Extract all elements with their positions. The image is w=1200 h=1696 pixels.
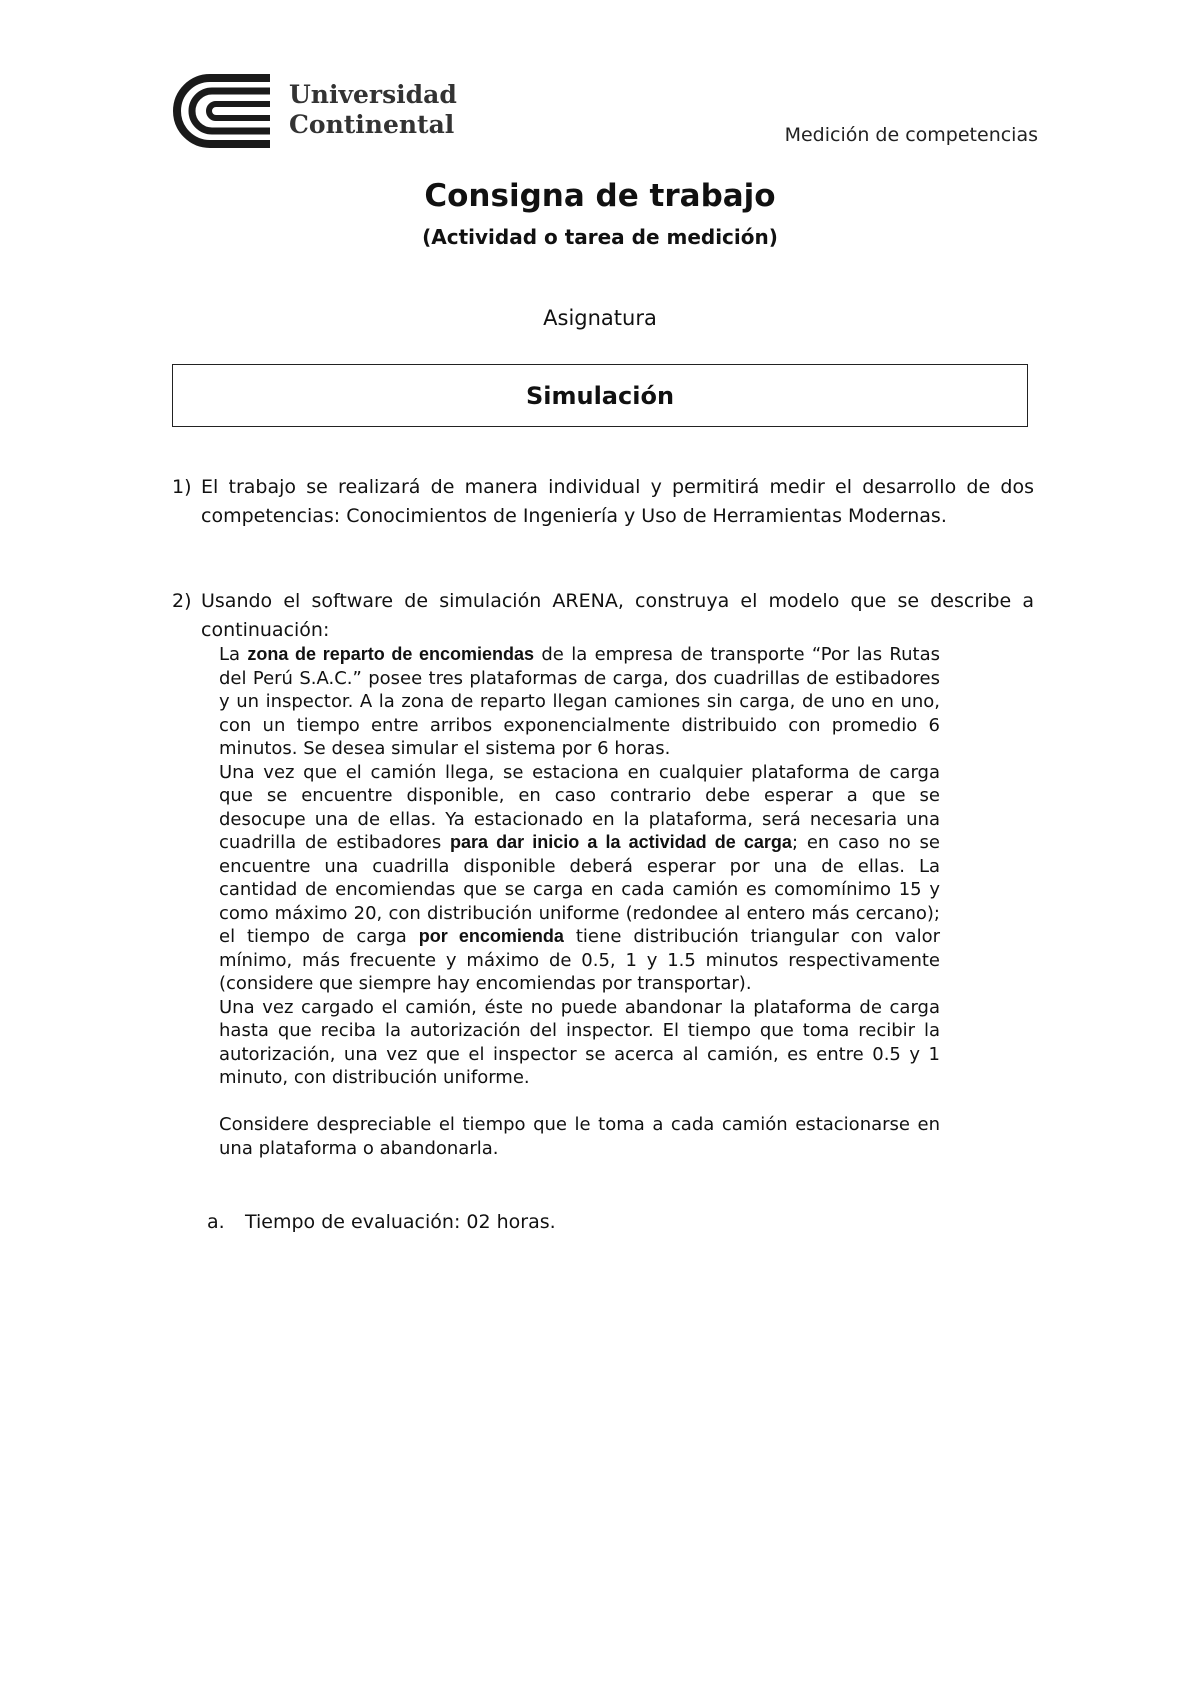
sub-list-letter: a.: [207, 1211, 225, 1233]
text-run: Una vez que el camión llega, se estaciona en cualquier plataforma de carga que se encuentre disponible, en caso contrario debe esperar a que se desocupe una de ellas. Ya estacionado en la plataforma, será necesaria una cuadrilla de estibadores: [219, 761, 940, 853]
list-item-text: Usando el software de simulación ARENA, construya el modelo que se describe a continuación:: [201, 590, 1034, 641]
list-item: [172, 587, 1034, 644]
asignatura-label: Asignatura: [543, 306, 657, 330]
sub-list-item: [207, 1208, 556, 1236]
list-item-number: 2): [172, 590, 192, 612]
bold-text: por encomienda: [418, 926, 564, 946]
course-name-box: [172, 364, 1028, 427]
paragraph-gap: [219, 1090, 940, 1114]
bold-text: para dar inicio a la actividad de carga: [450, 832, 792, 852]
list-item: [172, 473, 1034, 530]
logo-wordmark: [289, 80, 457, 140]
universidad-continental-logo-icon: [172, 74, 272, 148]
text-run: tiene distribución triangular con valor mínimo, más frecuente y máximo de 0.5, 1 y 1.5 minutos respectivamente (considere que siempre hay encomiendas por transportar).: [219, 926, 940, 994]
course-name: Simulación: [525, 381, 675, 410]
problem-description: [219, 643, 940, 1160]
description-paragraph-1: [219, 643, 940, 761]
page-title: Consigna de trabajo: [424, 178, 776, 214]
logo-line-1: Universidad: [289, 80, 457, 109]
sub-list-text: Tiempo de evaluación: 02 horas.: [245, 1211, 556, 1233]
list-item-text: El trabajo se realizará de manera individual y permitirá medir el desarrollo de dos competencias: Conocimientos de Ingeniería y Uso de Herramientas Modernas.: [201, 476, 1034, 527]
page-subtitle: (Actividad o tarea de medición): [422, 225, 778, 249]
text-run: de la empresa de transporte “Por las Rutas del Perú S.A.C.” posee tres plataformas de carga, dos cuadrillas de estibadores y un inspector. A la zona de reparto llegan camiones sin carga, de uno en uno, con un tiempo entre arribos exponencialmente distribuido con promedio 6 minutos. Se desea simular el sistema por 6 horas.: [219, 644, 941, 759]
text-run: La: [219, 644, 248, 665]
list-item-number: 1): [172, 476, 192, 498]
bold-text: zona de reparto de encomiendas: [247, 644, 535, 664]
description-paragraph-2: [219, 761, 940, 996]
description-paragraph-3: Una vez cargado el camión, éste no puede abandonar la plataforma de carga hasta que reciba la autorización del inspector. El tiempo que toma recibir la autorización, una vez que el inspector se acerca al camión, es entre 0.5 y 1 minuto, con distribución uniforme.: [219, 996, 940, 1088]
text-run: ; en caso no se encuentre una cuadrilla disponible deberá esperar por una de ellas. La cantidad de encomiendas que se carga en cada camión es comomínimo 15 y como máximo 20, con distribución uniforme (redondee al entero más cercano); el tiempo de carga: [219, 832, 940, 947]
logo-line-2: Continental: [289, 110, 455, 139]
header-label: Medición de competencias: [784, 124, 1038, 146]
description-paragraph-4: Considere despreciable el tiempo que le toma a cada camión estacionarse en una plataforma o abandonarla.: [219, 1114, 940, 1159]
